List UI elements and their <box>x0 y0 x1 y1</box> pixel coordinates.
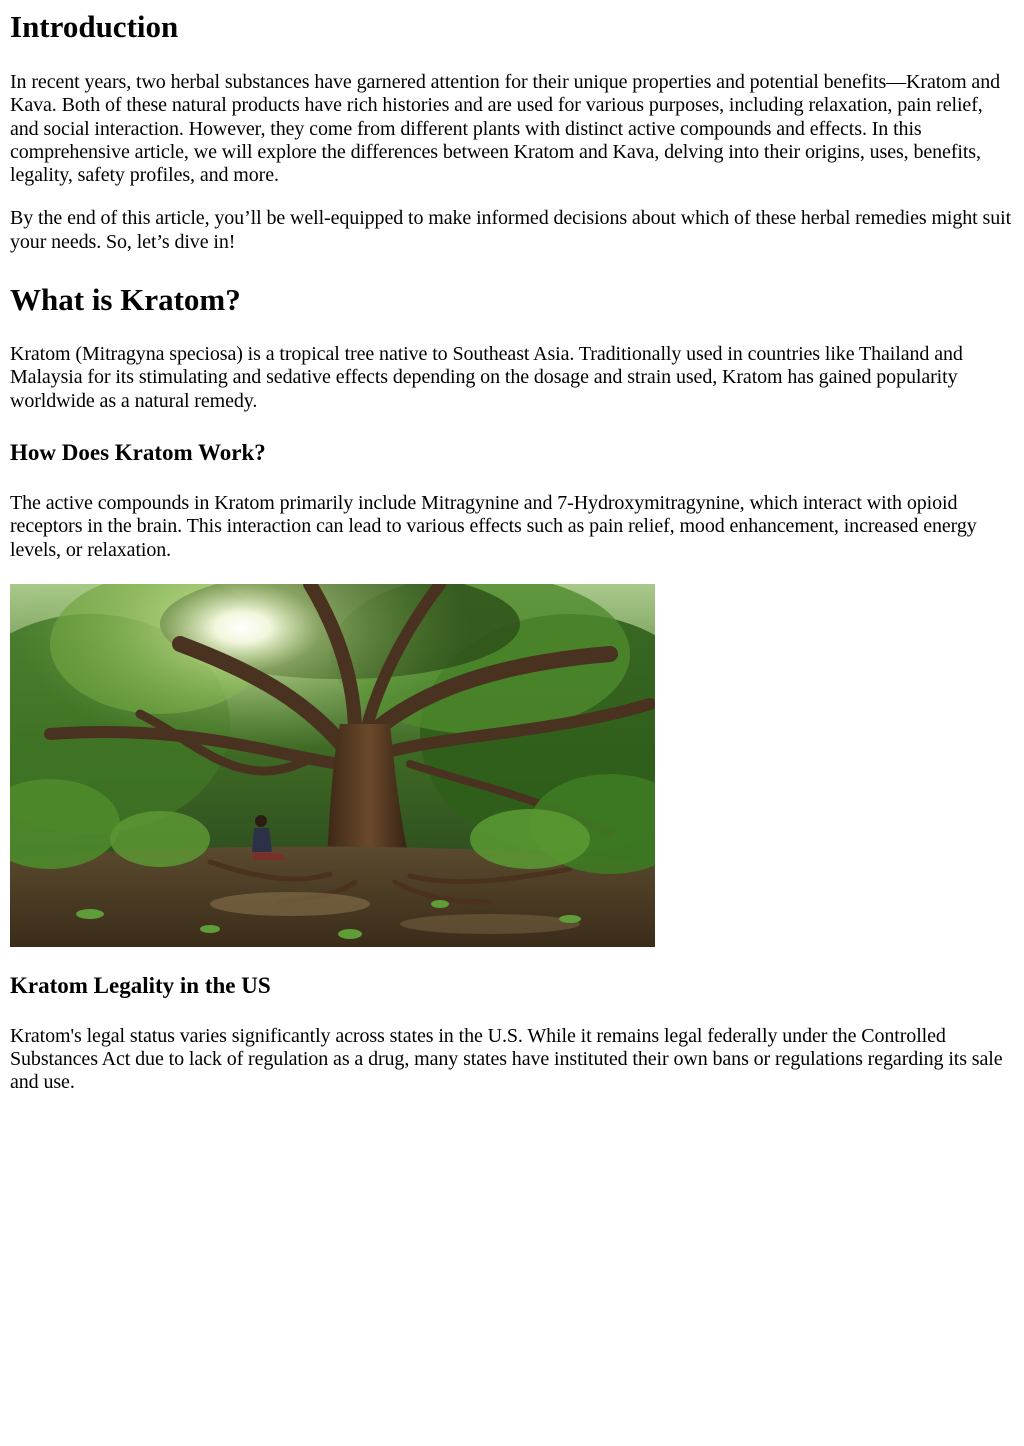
forest-tree-photo-icon <box>10 584 655 947</box>
what-is-kratom-paragraph: Kratom (Mitragyna speciosa) is a tropical tree native to Southeast Asia. Traditionally used in countries like Thailand and Malaysia for its stimulating and sedative effects depending on the dosage and strain used, Kratom has gained popularity worldwide as a natural remedy. <box>10 343 963 412</box>
kratom-legality-paragraph: Kratom's legal status varies significantly across states in the U.S. While it remains legal federally under the Controlled Substances Act due to lack of regulation as a drug, many states have instituted their own bans or regulations regarding its sale and use. <box>10 1024 1003 1094</box>
introduction-heading: Introduction <box>10 9 179 44</box>
introduction-paragraph: In recent years, two herbal substances have garnered attention for their unique properties and potential benefits—Kratom and Kava. Both of these natural products have rich histories and are used for various purposes, including relaxation, pain relief, and social interaction. However, they come from different plants with distinct active compounds and effects. In this comprehensive article, we will explore the differences between Kratom and Kava, delving into their origins, uses, benefits, legality, safety profiles, and more. <box>10 71 1001 187</box>
how-kratom-works-heading: How Does Kratom Work? <box>10 439 266 465</box>
kratom-tree-image <box>10 584 655 947</box>
article <box>10 0 1014 1095</box>
how-kratom-works-paragraph: The active compounds in Kratom primarily include Mitragynine and 7-Hydroxymitragynine, which interact with opioid receptors in the brain. This interaction can lead to various effects such as pain relief, mood enhancement, increased energy levels, or relaxation. <box>10 491 977 561</box>
what-is-kratom-heading: What is Kratom? <box>10 282 241 318</box>
introduction-paragraph: By the end of this article, you’ll be well-equipped to make informed decisions about which of these herbal remedies might suit your needs. So, let’s dive in! <box>10 207 1012 253</box>
kratom-legality-heading: Kratom Legality in the US <box>10 972 271 998</box>
